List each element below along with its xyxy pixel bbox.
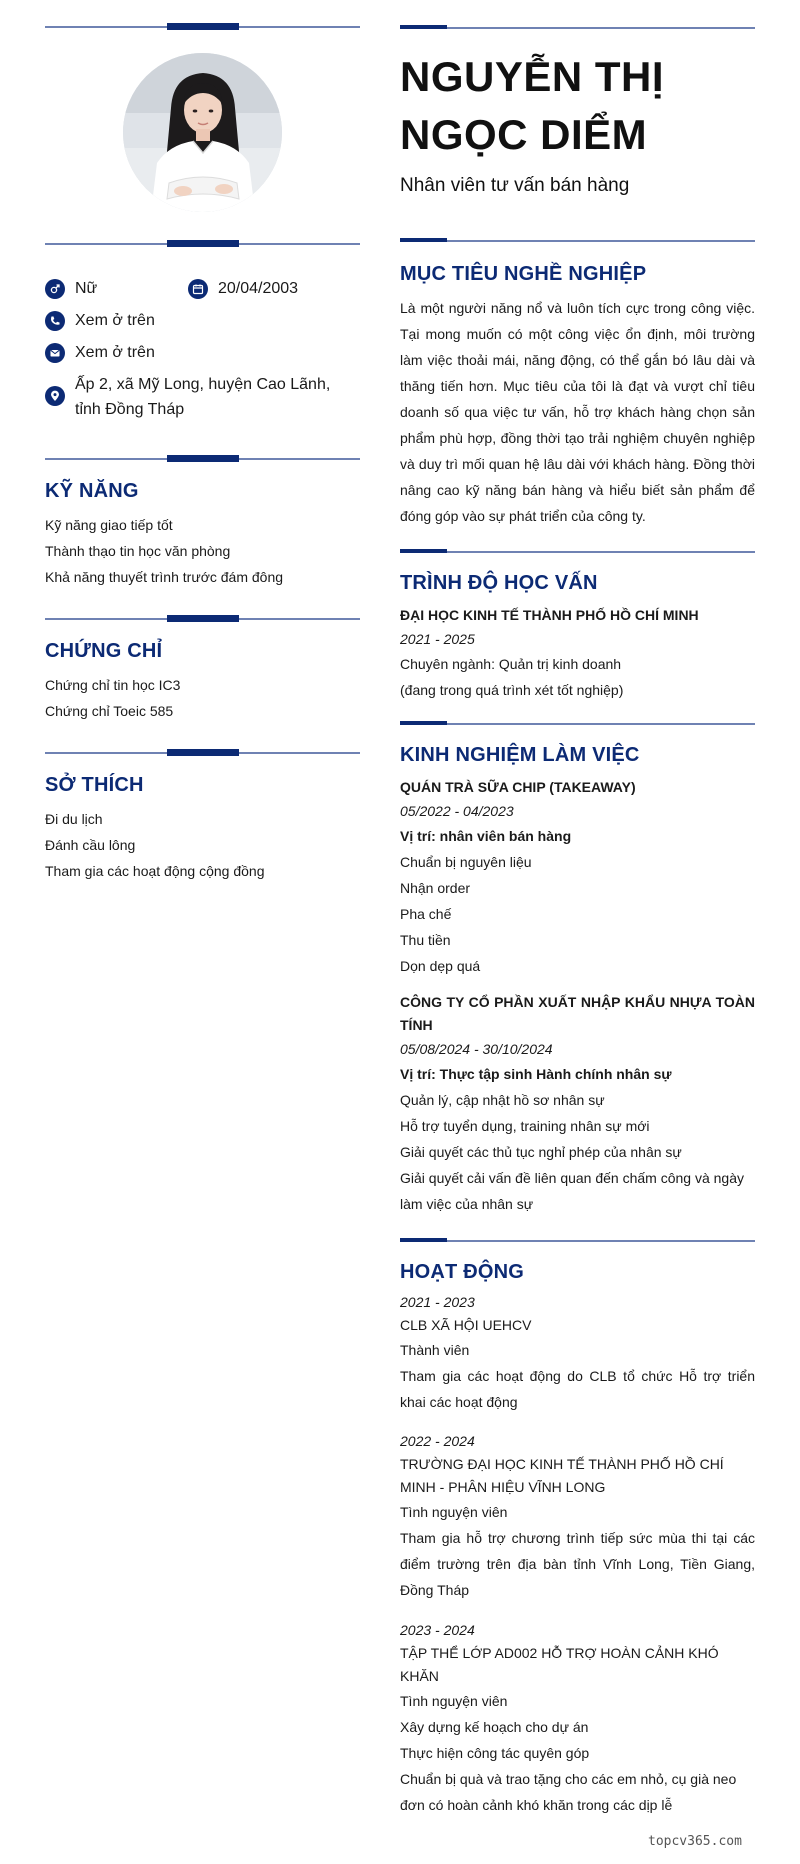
education-title: TRÌNH ĐỘ HỌC VẤN [400, 572, 598, 594]
list-item: Đánh cầu lông [45, 837, 136, 853]
hobbies-title: SỞ THÍCH [45, 774, 144, 796]
activity-org: CLB XÃ HỘI UEHCV [400, 1317, 532, 1333]
experience-title: KINH NGHIỆM LÀM VIỆC [400, 744, 640, 766]
divider [45, 615, 360, 622]
activity-period: 2022 - 2024 [400, 1433, 475, 1449]
job-entry [400, 776, 755, 979]
candidate-name: NGUYỄN THỊ NGỌC DIỂM [400, 53, 665, 158]
divider [45, 240, 360, 247]
activity-role: Thành viên [400, 1342, 470, 1358]
list-item: Tham gia các hoạt động cộng đồng [45, 863, 265, 879]
job-period: 05/08/2024 - 30/10/2024 [400, 1041, 553, 1057]
objective-title: MỤC TIÊU NGHỀ NGHIỆP [400, 263, 647, 285]
job-period: 05/2022 - 04/2023 [400, 803, 514, 819]
contact-email [45, 340, 155, 365]
certificates-title: CHỨNG CHỈ [45, 640, 163, 662]
divider [400, 721, 755, 726]
activity-desc: Tham gia hỗ trợ chương trình tiếp sức mùa thi tại các điểm trường trên địa bàn tỉnh Vĩnh Long, Tiền Giang, Đồng Tháp [400, 1530, 755, 1598]
gender-icon [45, 279, 65, 299]
education-block [400, 604, 755, 703]
activity-role: Tình nguyện viên [400, 1693, 508, 1709]
job-task: Quản lý, cập nhật hồ sơ nhân sự [400, 1092, 605, 1108]
objective-text: Là một người năng nổ và luôn tích cực trong công việc. Tại mong muốn có một công việc ổn định, môi trường làm việc thoải mái, năng động, có thể gắn bó lâu dài và thăng tiến hơn. Mục tiêu của tôi là đạt và vượt chỉ tiêu doanh số qua việc tư vấn, hỗ trợ khách hàng chọn sản phẩm phù hợp, đồng thời tạo trải nghiệm chuyên nghiệp và duy trì mối quan hệ lâu dài với khách hàng. Đồng thời nâng cao kỹ năng bán hàng và hiểu biết sản phẩm để đóng góp vào sự phát triển của công ty. [400, 300, 755, 524]
activity-entry [400, 1290, 755, 1415]
contact-address [45, 372, 360, 422]
activity-period: 2021 - 2023 [400, 1294, 475, 1310]
divider [45, 749, 360, 756]
activity-period: 2023 - 2024 [400, 1622, 475, 1638]
birthday-text: 20/04/2003 [218, 280, 299, 297]
hobbies-list [45, 806, 265, 884]
phone-icon [45, 311, 65, 331]
education-period: 2021 - 2025 [400, 631, 475, 647]
phone-text: Xem ở trên [75, 312, 155, 329]
divider [400, 238, 755, 243]
candidate-title: Nhân viên tư vấn bán hàng [400, 175, 630, 196]
activity-org: TẬP THỂ LỚP AD002 HỖ TRỢ HOÀN CẢNH KHÓ KHĂN [400, 1645, 719, 1684]
divider [400, 25, 755, 30]
job-task: Hỗ trợ tuyển dụng, training nhân sự mới [400, 1118, 650, 1134]
job-task: Giải quyết các thủ tục nghỉ phép của nhân sự [400, 1144, 682, 1160]
divider [45, 23, 360, 30]
divider [45, 455, 360, 462]
contact-gender [45, 276, 97, 301]
activity-entry [400, 1429, 755, 1603]
skills-list [45, 512, 283, 590]
address-text: Ấp 2, xã Mỹ Long, huyện Cao Lãnh, tỉnh Đồng Tháp [75, 376, 331, 418]
job-task: Nhận order [400, 880, 471, 896]
footer-watermark: topcv365.com [648, 1834, 742, 1849]
calendar-icon [188, 279, 208, 299]
job-entry [400, 991, 755, 1217]
activity-desc: Tham gia các hoạt động do CLB tổ chức Hỗ trợ triển khai các hoạt động [400, 1368, 755, 1410]
activity-task: Chuẩn bị quà và trao tặng cho các em nhỏ, cụ già neo đơn có hoàn cảnh khó khăn trong các dịp lễ [400, 1771, 737, 1813]
activity-entry [400, 1618, 755, 1818]
job-task: Thu tiền [400, 932, 451, 948]
email-text: Xem ở trên [75, 344, 155, 361]
gender-text: Nữ [75, 280, 98, 297]
list-item: Đi du lịch [45, 811, 103, 827]
activity-task: Xây dựng kế hoạch cho dự án [400, 1719, 589, 1735]
education-note: (đang trong quá trình xét tốt nghiệp) [400, 682, 624, 698]
list-item: Khả năng thuyết trình trước đám đông [45, 569, 284, 585]
list-item: Chứng chỉ Toeic 585 [45, 703, 174, 719]
contact-phone [45, 308, 155, 333]
activity-task: Thực hiện công tác quyên góp [400, 1745, 590, 1761]
education-major: Chuyên ngành: Quản trị kinh doanh [400, 656, 622, 672]
job-task: Chuẩn bị nguyên liệu [400, 854, 532, 870]
avatar-photo-illustration [123, 53, 282, 212]
divider [400, 1238, 755, 1243]
list-item: Thành thạo tin học văn phòng [45, 543, 231, 559]
email-icon [45, 343, 65, 363]
list-item: Kỹ năng giao tiếp tốt [45, 517, 173, 533]
activity-org: TRƯỜNG ĐẠI HỌC KINH TẾ THÀNH PHỐ HỒ CHÍ MINH - PHÂN HIỆU VĨNH LONG [400, 1456, 724, 1495]
job-task: Pha chế [400, 906, 452, 922]
education-school: ĐẠI HỌC KINH TẾ THÀNH PHỐ HỒ CHÍ MINH [400, 607, 699, 623]
job-task: Giải quyết cải vấn đề liên quan đến chấm công và ngày làm việc của nhân sự [400, 1170, 745, 1212]
certificates-list [45, 672, 180, 724]
activities-title: HOẠT ĐỘNG [400, 1261, 525, 1283]
divider [400, 549, 755, 554]
skills-title: KỸ NĂNG [45, 480, 139, 502]
activity-role: Tình nguyện viên [400, 1504, 508, 1520]
list-item: Chứng chỉ tin học IC3 [45, 677, 181, 693]
job-position: Vị trí: Thực tập sinh Hành chính nhân sự [400, 1066, 672, 1082]
location-pin-icon [45, 386, 65, 406]
job-position: Vị trí: nhân viên bán hàng [400, 828, 572, 844]
contact-birthday [188, 276, 298, 301]
job-company: QUÁN TRÀ SỮA CHIP (TAKEAWAY) [400, 779, 636, 795]
avatar [123, 53, 282, 212]
job-task: Dọn dẹp quá [400, 958, 481, 974]
job-company: CÔNG TY CỔ PHẦN XUẤT NHẬP KHẨU NHỰA TOÀN TÍNH [400, 994, 755, 1033]
